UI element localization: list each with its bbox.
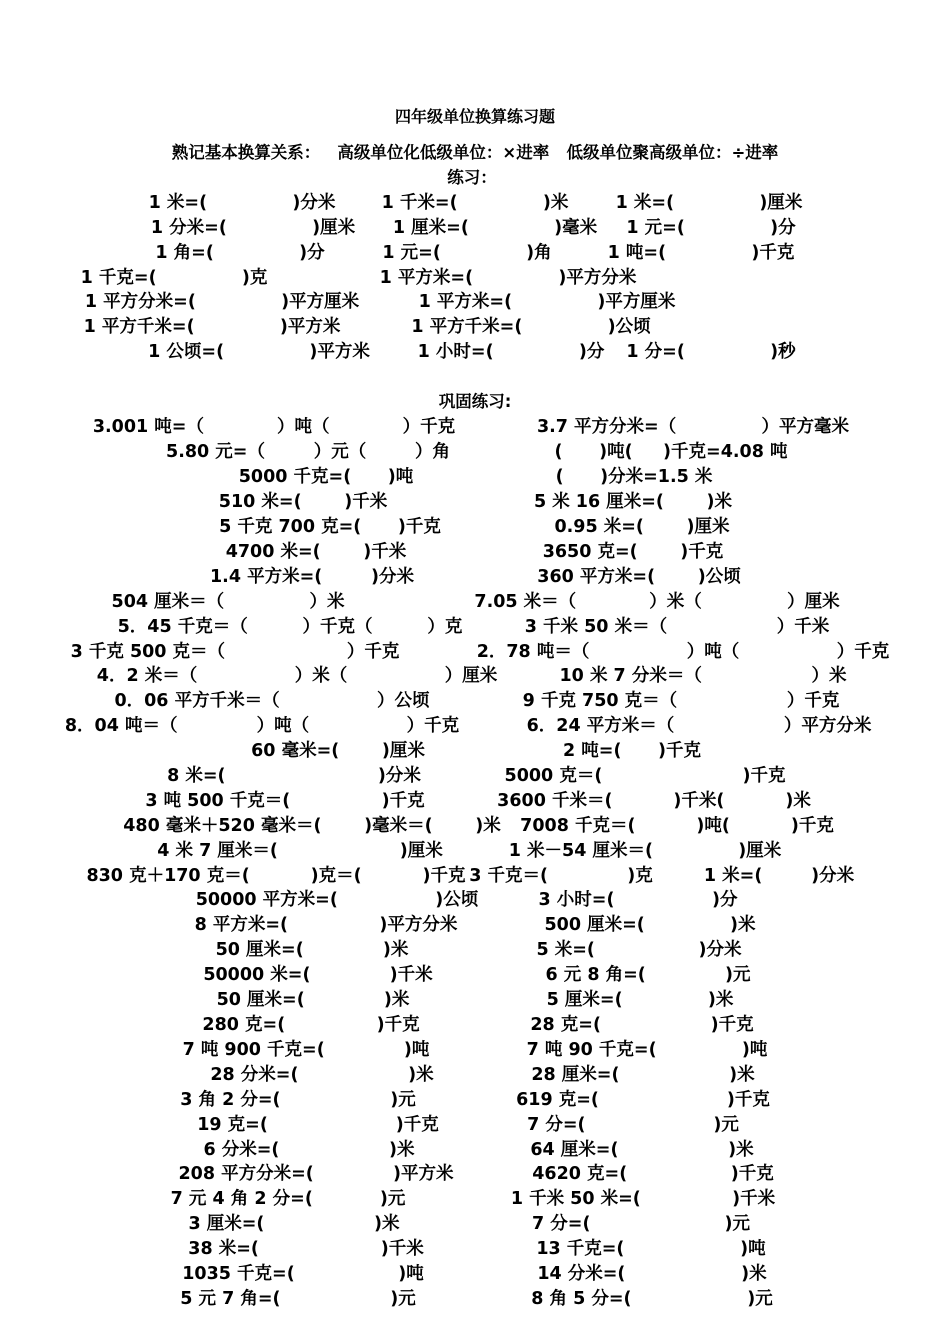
exercise-item: 4．2 米＝（ ）米（ ）厘米: [96, 666, 498, 686]
exercise-item: 28 分米=( )米: [210, 1065, 434, 1085]
exercise-item: 38 米=( )千米: [188, 1239, 424, 1259]
practice-item: 1 元=( )角: [382, 243, 552, 263]
exercise-item: 19 克=( )千克: [197, 1115, 439, 1135]
exercise-item: ( )分米=1.5 米: [555, 467, 713, 487]
exercise-item: 50000 平方米=( )公顷: [195, 890, 479, 910]
practice-item: 1 分米=( )厘米: [150, 218, 356, 238]
practice-item: 1 元=( )分: [626, 218, 796, 238]
exercise-item: 4700 米=( )千米: [225, 542, 407, 562]
exercise-item: 8 米=( )分米: [167, 766, 421, 786]
exercise-item: 619 克=( )千克: [516, 1090, 770, 1110]
exercise-item: 50000 米=( )千米: [203, 965, 433, 985]
exercise-item: 5 千克 700 克=( )千克: [219, 517, 441, 537]
exercise-item: 10 米 7 分米＝（ ）米: [559, 666, 847, 686]
practice-item: 1 米=( )分米: [148, 193, 336, 213]
exercise-item: 3 千克＝( )克: [469, 866, 653, 886]
practice-item: 1 千米=( )米: [381, 193, 569, 213]
exercise-item: 504 厘米＝（ ）米: [111, 592, 345, 612]
practice-heading: 练习：: [447, 168, 497, 187]
exercise-item: 3600 千米＝( )千米( )米: [497, 791, 811, 811]
exercise-item: 7 元 4 角 2 分=( )元: [170, 1189, 406, 1209]
exercise-item: 4 米 7 厘米＝( )厘米: [157, 841, 443, 861]
exercise-item: 28 克=( )千克: [530, 1015, 754, 1035]
exercise-item: 510 米=( )千米: [218, 492, 388, 512]
exercise-item: 3.001 吨=（ ）吨（ ）千克: [92, 417, 456, 437]
exercise-item: 830 克＋170 克＝( )克＝( )千克: [86, 866, 466, 886]
exercise-item: 3 吨 500 千克＝( )千克: [145, 791, 425, 811]
exercise-item: 6 分米=( )米: [203, 1140, 415, 1160]
exercise-item: 7 分=( )元: [527, 1115, 739, 1135]
consolidation-heading: 巩固练习:: [438, 392, 512, 411]
exercise-item: 5 米 16 厘米=( )米: [533, 492, 733, 512]
exercise-item: 3 小时=( )分: [538, 890, 738, 910]
practice-item: 1 吨=( )千克: [607, 243, 795, 263]
exercise-item: 6 元 8 角=( )元: [545, 965, 751, 985]
practice-item: 1 米=( )厘米: [615, 193, 803, 213]
practice-item: 1 分=( )秒: [626, 342, 796, 362]
practice-item: 1 平方千米=( )公顷: [411, 317, 651, 337]
exercise-item: 8．04 吨＝（ ）吨（ ）千克: [64, 716, 460, 736]
page-title: 四年级单位换算练习题: [394, 107, 556, 126]
exercise-item: 3 千米 50 米＝（ ）千米: [524, 617, 830, 637]
exercise-item: 3650 克=( )千克: [542, 542, 724, 562]
exercise-item: 1 千米 50 米=( )千米: [510, 1189, 776, 1209]
exercise-item: 2 吨=( )千克: [563, 741, 701, 761]
exercise-item: 5000 克＝( )千克: [504, 766, 786, 786]
exercise-item: 360 平方米=( )公顷: [537, 567, 741, 587]
exercise-item: 8 角 5 分=( )元: [531, 1289, 773, 1309]
exercise-item: 280 克=( )千克: [202, 1015, 420, 1035]
exercise-item: 60 毫米=( )厘米: [251, 741, 425, 761]
exercise-item: 3 厘米=( )米: [188, 1214, 400, 1234]
exercise-item: 7 分=( )元: [532, 1214, 750, 1234]
exercise-item: 7 吨 90 千克=( )吨: [526, 1040, 768, 1060]
exercise-item: 6．24 平方米＝（ ）平方分米: [526, 716, 872, 736]
exercise-item: ( )吨( )千克=4.08 吨: [554, 442, 788, 462]
practice-item: 1 公顷=( )平方米: [148, 342, 370, 362]
practice-item: 1 平方分米=( )平方厘米: [84, 292, 360, 312]
practice-item: 1 平方米=( )平方分米: [379, 268, 637, 288]
exercise-item: 14 分米=( )米: [537, 1264, 767, 1284]
exercise-item: 208 平方分米=( )平方米: [178, 1164, 454, 1184]
exercise-item: 3.7 平方分米=（ ）平方毫米: [536, 417, 850, 437]
exercise-item: 64 厘米=( )米: [530, 1140, 754, 1160]
practice-item: 1 角=( )分: [155, 243, 325, 263]
exercise-item: 7 吨 900 千克=( )吨: [182, 1040, 430, 1060]
exercise-item: 0.95 米=( )厘米: [554, 517, 730, 537]
exercise-item: 3 千克 500 克＝（ ）千克: [70, 642, 400, 662]
exercise-item: 4620 克=( )千克: [532, 1164, 774, 1184]
practice-item: 1 厘米=( )毫米: [392, 218, 598, 238]
exercise-item: 50 厘米=( )米: [215, 940, 409, 960]
exercise-item: 7.05 米＝（ ）米（ ）厘米: [474, 592, 840, 612]
exercise-item: 480 毫米＋520 毫米＝( )毫米＝( )米: [123, 816, 501, 836]
practice-item: 1 平方米=( )平方厘米: [418, 292, 676, 312]
exercise-item: 1.4 平方米=( )分米: [210, 567, 414, 587]
exercise-item: 9 千克 750 克＝（ ）千克: [522, 691, 840, 711]
practice-item: 1 小时=( )分: [417, 342, 605, 362]
exercise-item: 5.80 元=（ ）元（ ）角: [166, 442, 450, 462]
exercise-item: 1035 千克=( )吨: [182, 1264, 424, 1284]
exercise-item: 50 厘米=( )米: [216, 990, 410, 1010]
exercise-item: 5000 千克=( )吨: [238, 467, 414, 487]
practice-item: 1 千克=( )克: [80, 268, 268, 288]
exercise-item: 1 米－54 厘米＝( )厘米: [508, 841, 782, 861]
exercise-item: 0．06 平方千米＝（ ）公顷: [114, 691, 430, 711]
exercise-item: 5．45 千克＝（ ）千克（ ）克: [117, 617, 463, 637]
exercise-item: 7008 千克＝( )吨( )千克: [520, 816, 834, 836]
exercise-item: 5 米=( )分米: [536, 940, 742, 960]
conversion-relations: 熟记基本换算关系： 高级单位化低级单位：×进率 低级单位聚高级单位：÷进率: [171, 143, 779, 162]
exercise-item: 2．78 吨＝（ ）吨（ ）千克: [476, 642, 890, 662]
exercise-item: 500 厘米=( )米: [544, 915, 756, 935]
practice-item: 1 平方千米=( )平方米: [83, 317, 341, 337]
exercise-item: 1 米=( )分米: [703, 866, 855, 886]
exercise-item: 13 千克=( )吨: [536, 1239, 766, 1259]
exercise-item: 28 厘米=( )米: [531, 1065, 755, 1085]
exercise-item: 8 平方米=( )平方分米: [194, 915, 458, 935]
exercise-item: 5 厘米=( )米: [546, 990, 734, 1010]
exercise-item: 5 元 7 角=( )元: [180, 1289, 416, 1309]
exercise-item: 3 角 2 分=( )元: [180, 1090, 416, 1110]
